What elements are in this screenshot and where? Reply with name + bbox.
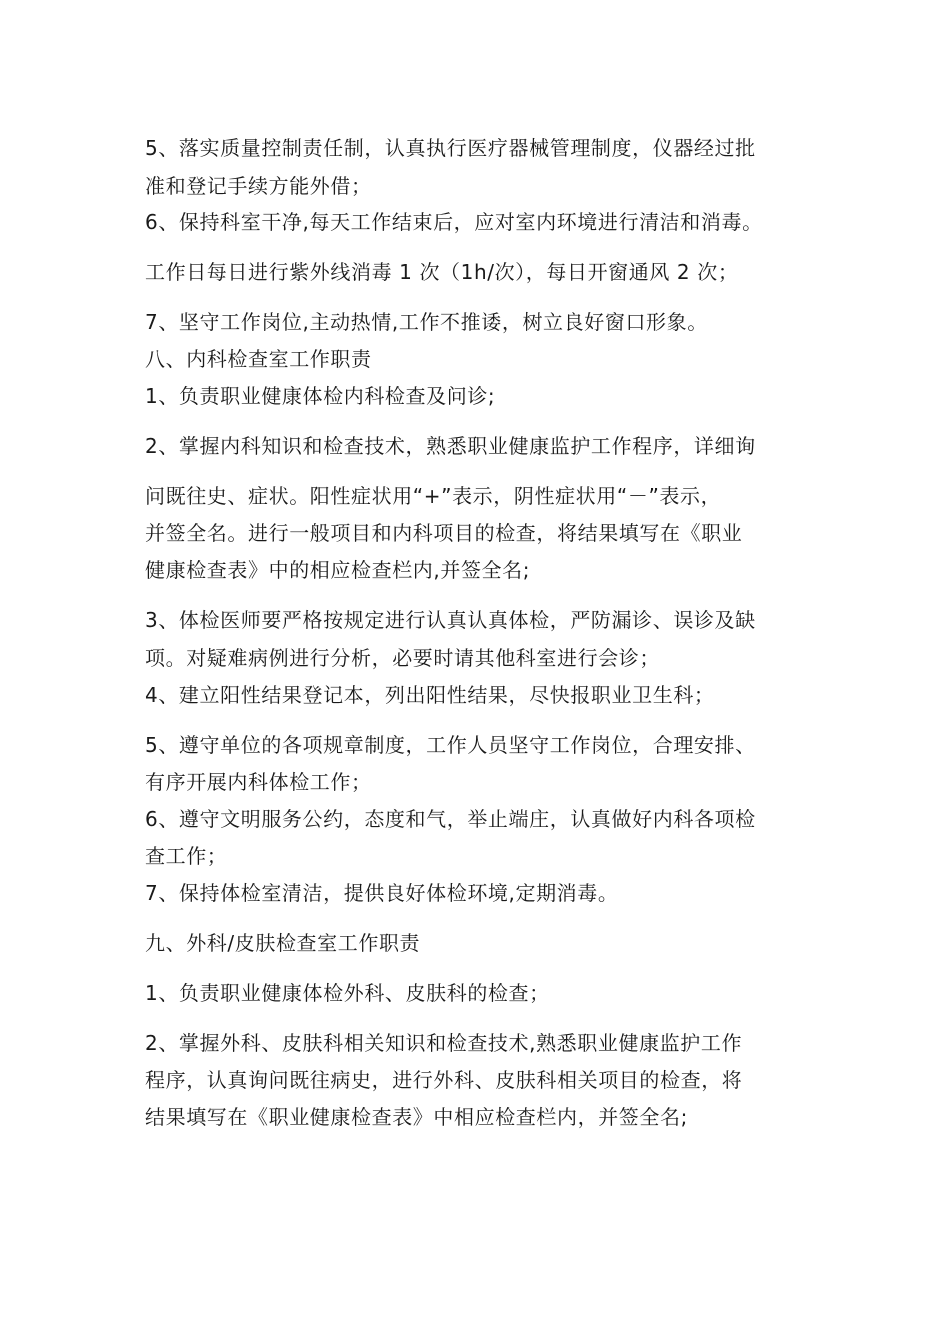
text-line: 6、遵守文明服务公约，态度和气，举止端庄，认真做好内科各项检	[145, 807, 756, 831]
text-line: 程序，认真询问既往病史，进行外科、皮肤科相关项目的检查，将	[145, 1068, 743, 1092]
text-line: 查工作；	[145, 844, 228, 868]
section-heading-internal-medicine: 八、内科检查室工作职责	[145, 347, 372, 371]
text-line: 工作日每日进行紫外线消毒 1 次（1h/次），每日开窗通风 2 次；	[145, 260, 739, 284]
text-line: 1、负责职业健康体检内科检查及问诊;	[145, 384, 496, 408]
text-line: 2、掌握外科、皮肤科相关知识和检查技术,熟悉职业健康监护工作	[145, 1031, 743, 1055]
text-line: 6、保持科室干净,每天工作结束后，应对室内环境进行清洁和消毒。	[145, 210, 763, 234]
text-line: 5、落实质量控制责任制，认真执行医疗器械管理制度，仪器经过批	[145, 136, 756, 160]
text-line: 2、掌握内科知识和检查技术，熟悉职业健康监护工作程序，详细询	[145, 434, 756, 458]
text-line: 结果填写在《职业健康检查表》中相应检查栏内，并签全名;	[145, 1105, 688, 1129]
text-line: 3、体检医师要严格按规定进行认真认真体检，严防漏诊、误诊及缺	[145, 608, 756, 632]
text-line: 7、坚守工作岗位,主动热情,工作不推诿，树立良好窗口形象。	[145, 310, 708, 334]
text-line: 有序开展内科体检工作；	[145, 770, 372, 794]
text-line: 并签全名。进行一般项目和内科项目的检查，将结果填写在《职业	[145, 521, 743, 545]
text-line: 项。对疑难病例进行分析，必要时请其他科室进行会诊；	[145, 646, 660, 670]
text-line: 准和登记手续方能外借；	[145, 174, 372, 198]
text-line: 4、建立阳性结果登记本，列出阳性结果，尽快报职业卫生科；	[145, 683, 715, 707]
text-line: 健康检查表》中的相应检查栏内,并签全名;	[145, 558, 531, 582]
text-line: 1、负责职业健康体检外科、皮肤科的检查；	[145, 981, 550, 1005]
text-line: 5、遵守单位的各项规章制度，工作人员坚守工作岗位，合理安排、	[145, 733, 756, 757]
text-line: 问既往史、症状。阳性症状用“+”表示，阴性症状用“－”表示，	[145, 484, 722, 508]
text-line: 7、保持体检室清洁，提供良好体检环境,定期消毒。	[145, 881, 619, 905]
section-heading-surgery-dermatology: 九、外科/皮肤检查室工作职责	[145, 931, 421, 955]
